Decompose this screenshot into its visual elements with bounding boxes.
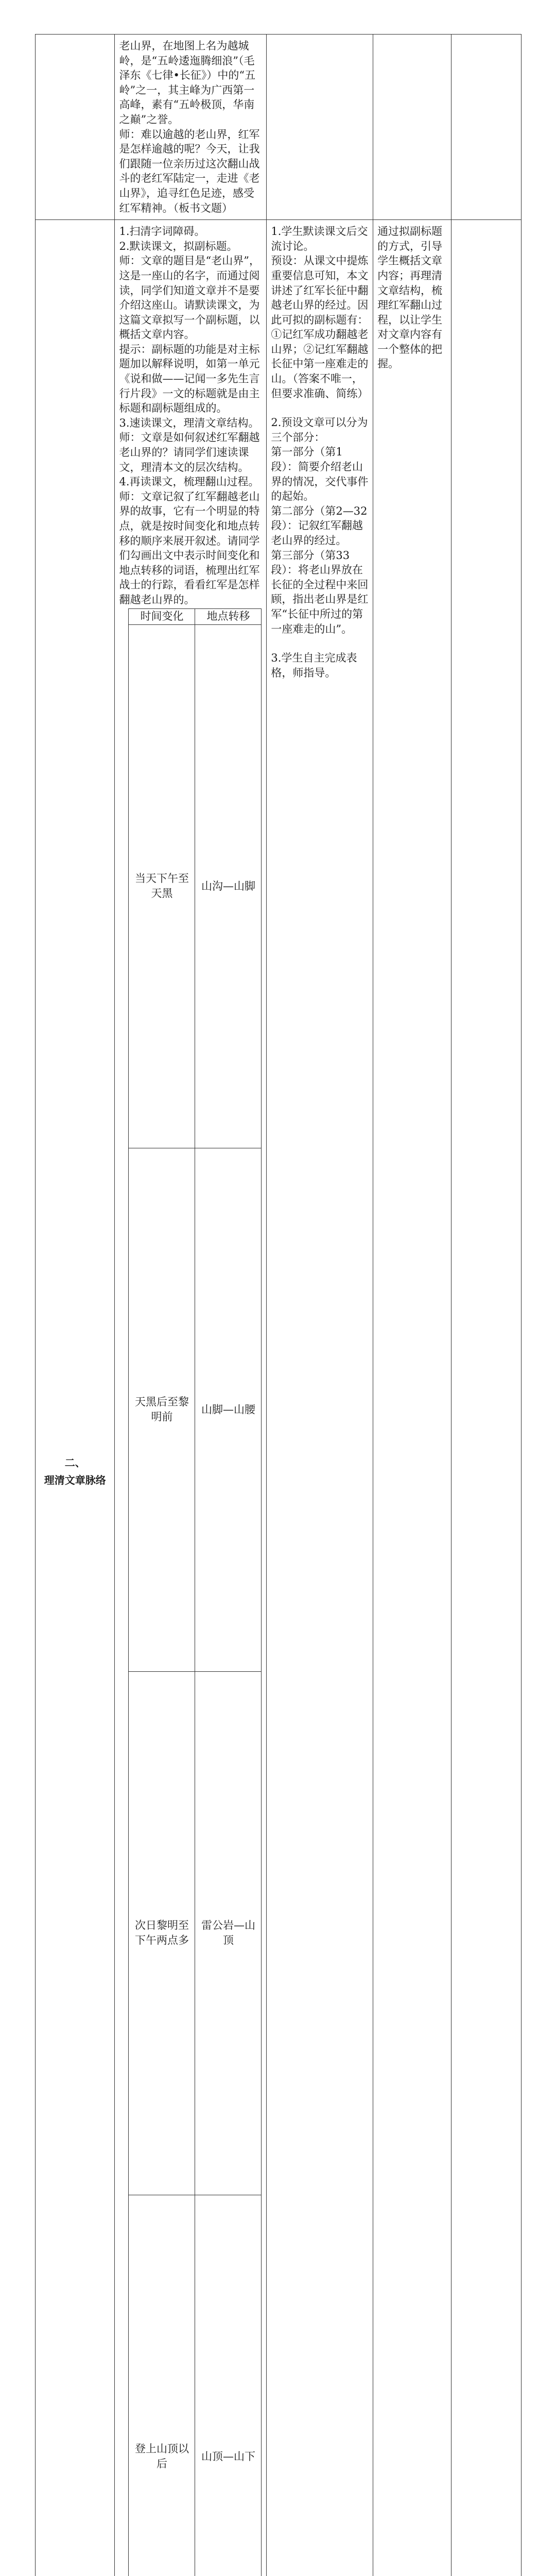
intro-paragraph: 老山界，在地图上名为越城岭，是“五岭逶迤腾细浪”（毛泽东《七律•长征》）中的“五岭”之一，其主峰为广西第一高峰，素有“五岭极顶，华南之巅”之誉。 <box>119 40 256 126</box>
time-cell: 当天下午至天黑 <box>129 624 195 1148</box>
hint-paragraph: 提示：副标题的功能是对主标题加以解释说明，如第一单元《说和做——记闻一多先生言行片段》一文的标题就是由主标题和副标题组成的。 <box>119 343 260 415</box>
table-row <box>129 624 262 1148</box>
design-intent-text: 通过拟副标题的方式，引导学生概括文章内容；再理清文章结构，梳理红军翻山过程，以让学生对文章内容有一个整体的把握。 <box>377 225 443 370</box>
part-one: 第一部分（第1段）：简要介绍老山界的情况，交代事件的起始。 <box>271 446 369 503</box>
place-cell: 雷公岩—山顶 <box>195 1671 262 2195</box>
stage-cell-empty <box>36 35 115 220</box>
student-step-2: 2.预设文章可以分为三个部分： <box>271 416 368 444</box>
table-row <box>129 2195 262 2576</box>
time-cell: 登上山顶以后 <box>129 2195 195 2576</box>
step-3: 3.速读课文，理清文章结构。 <box>119 416 259 429</box>
table-row-intro <box>36 35 522 220</box>
student-step-3: 3.学生自主完成表格，师指导。 <box>271 652 357 679</box>
preset-answer: 预设：从课文中提炼重要信息可知，本文讲述了红军长征中翻越老山界的经过。因此可拟的副标题有：①记红军成功翻越老山界；②记红军翻越长征中第一座难走的山。（答案不唯一，但要求准确、简练） <box>271 255 369 400</box>
teacher-instruction: 师：文章记叙了红军翻越老山界的故事，它有一个明显的特点，就是按时间变化和地点转移的顺序来展开叙述。请同学们勾画出文中表示时间变化和地点转移的词语，梳理出红军战士的行踪，看看红军是怎样翻越老山界的。 <box>119 490 260 606</box>
header-place: 地点转移 <box>195 608 262 624</box>
time-cell: 天黑后至黎明前 <box>129 1148 195 1671</box>
stage-cell <box>36 220 115 2576</box>
teacher-activity-cell <box>115 35 267 220</box>
student-activity-cell <box>267 220 373 2576</box>
place-cell: 山顶—山下 <box>195 2195 262 2576</box>
step-2: 2.默读课文，拟副标题。 <box>119 240 238 252</box>
lesson-plan-page <box>35 34 522 2576</box>
teacher-instruction: 师：文章的题目是“老山界”，这是一座山的名字，而通过阅读，同学们知道文章并不是要介绍这座山。请默读课文，为这篇文章拟写一个副标题，以概括文章内容。 <box>119 255 260 341</box>
teacher-activity-cell <box>115 220 267 2576</box>
teacher-question-paragraph: 师：难以逾越的老山界，红军是怎样逾越的呢？今天，让我们跟随一位亲历过这次翻山战斗的老红军陆定一，走进《老山界》，追寻红色足迹，感受红军精神。（板书文题） <box>119 128 260 214</box>
route-table-header <box>129 608 262 624</box>
part-two: 第二部分（第2—32段）：记叙红军翻越老山界的经过。 <box>271 504 368 547</box>
notes-cell-empty <box>451 35 521 220</box>
step-4: 4.再读课文，梳理翻山过程。 <box>119 476 259 488</box>
place-cell: 山沟—山脚 <box>195 624 262 1148</box>
table-row <box>129 1148 262 1671</box>
table-row-stage-two <box>36 220 522 2576</box>
notes-cell-empty <box>451 220 521 2576</box>
lesson-plan-table <box>35 34 522 2576</box>
table-row <box>129 1671 262 2195</box>
design-intent-cell-empty <box>373 35 451 220</box>
stage-number: 二、 <box>64 1456 85 1469</box>
route-table <box>128 608 262 2576</box>
teacher-instruction: 师：文章是如何叙述红军翻越老山界的？请同学们速读课文，理清本文的层次结构。 <box>119 431 260 473</box>
step-1: 1.扫清字词障碍。 <box>119 225 205 238</box>
time-cell: 次日黎明至下午两点多 <box>129 1671 195 2195</box>
student-step-1: 1.学生默读课文后交流讨论。 <box>271 225 368 252</box>
part-three: 第三部分（第33段）：将老山界放在长征的全过程中来回顾，指出老山界是红军“长征中所过的第一座难走的山”。 <box>271 549 369 635</box>
student-activity-cell-empty <box>267 35 373 220</box>
place-cell: 山脚—山腰 <box>195 1148 262 1671</box>
header-time: 时间变化 <box>129 608 195 624</box>
stage-title: 理清文章脉络 <box>44 1473 106 1486</box>
design-intent-cell <box>373 220 451 2576</box>
